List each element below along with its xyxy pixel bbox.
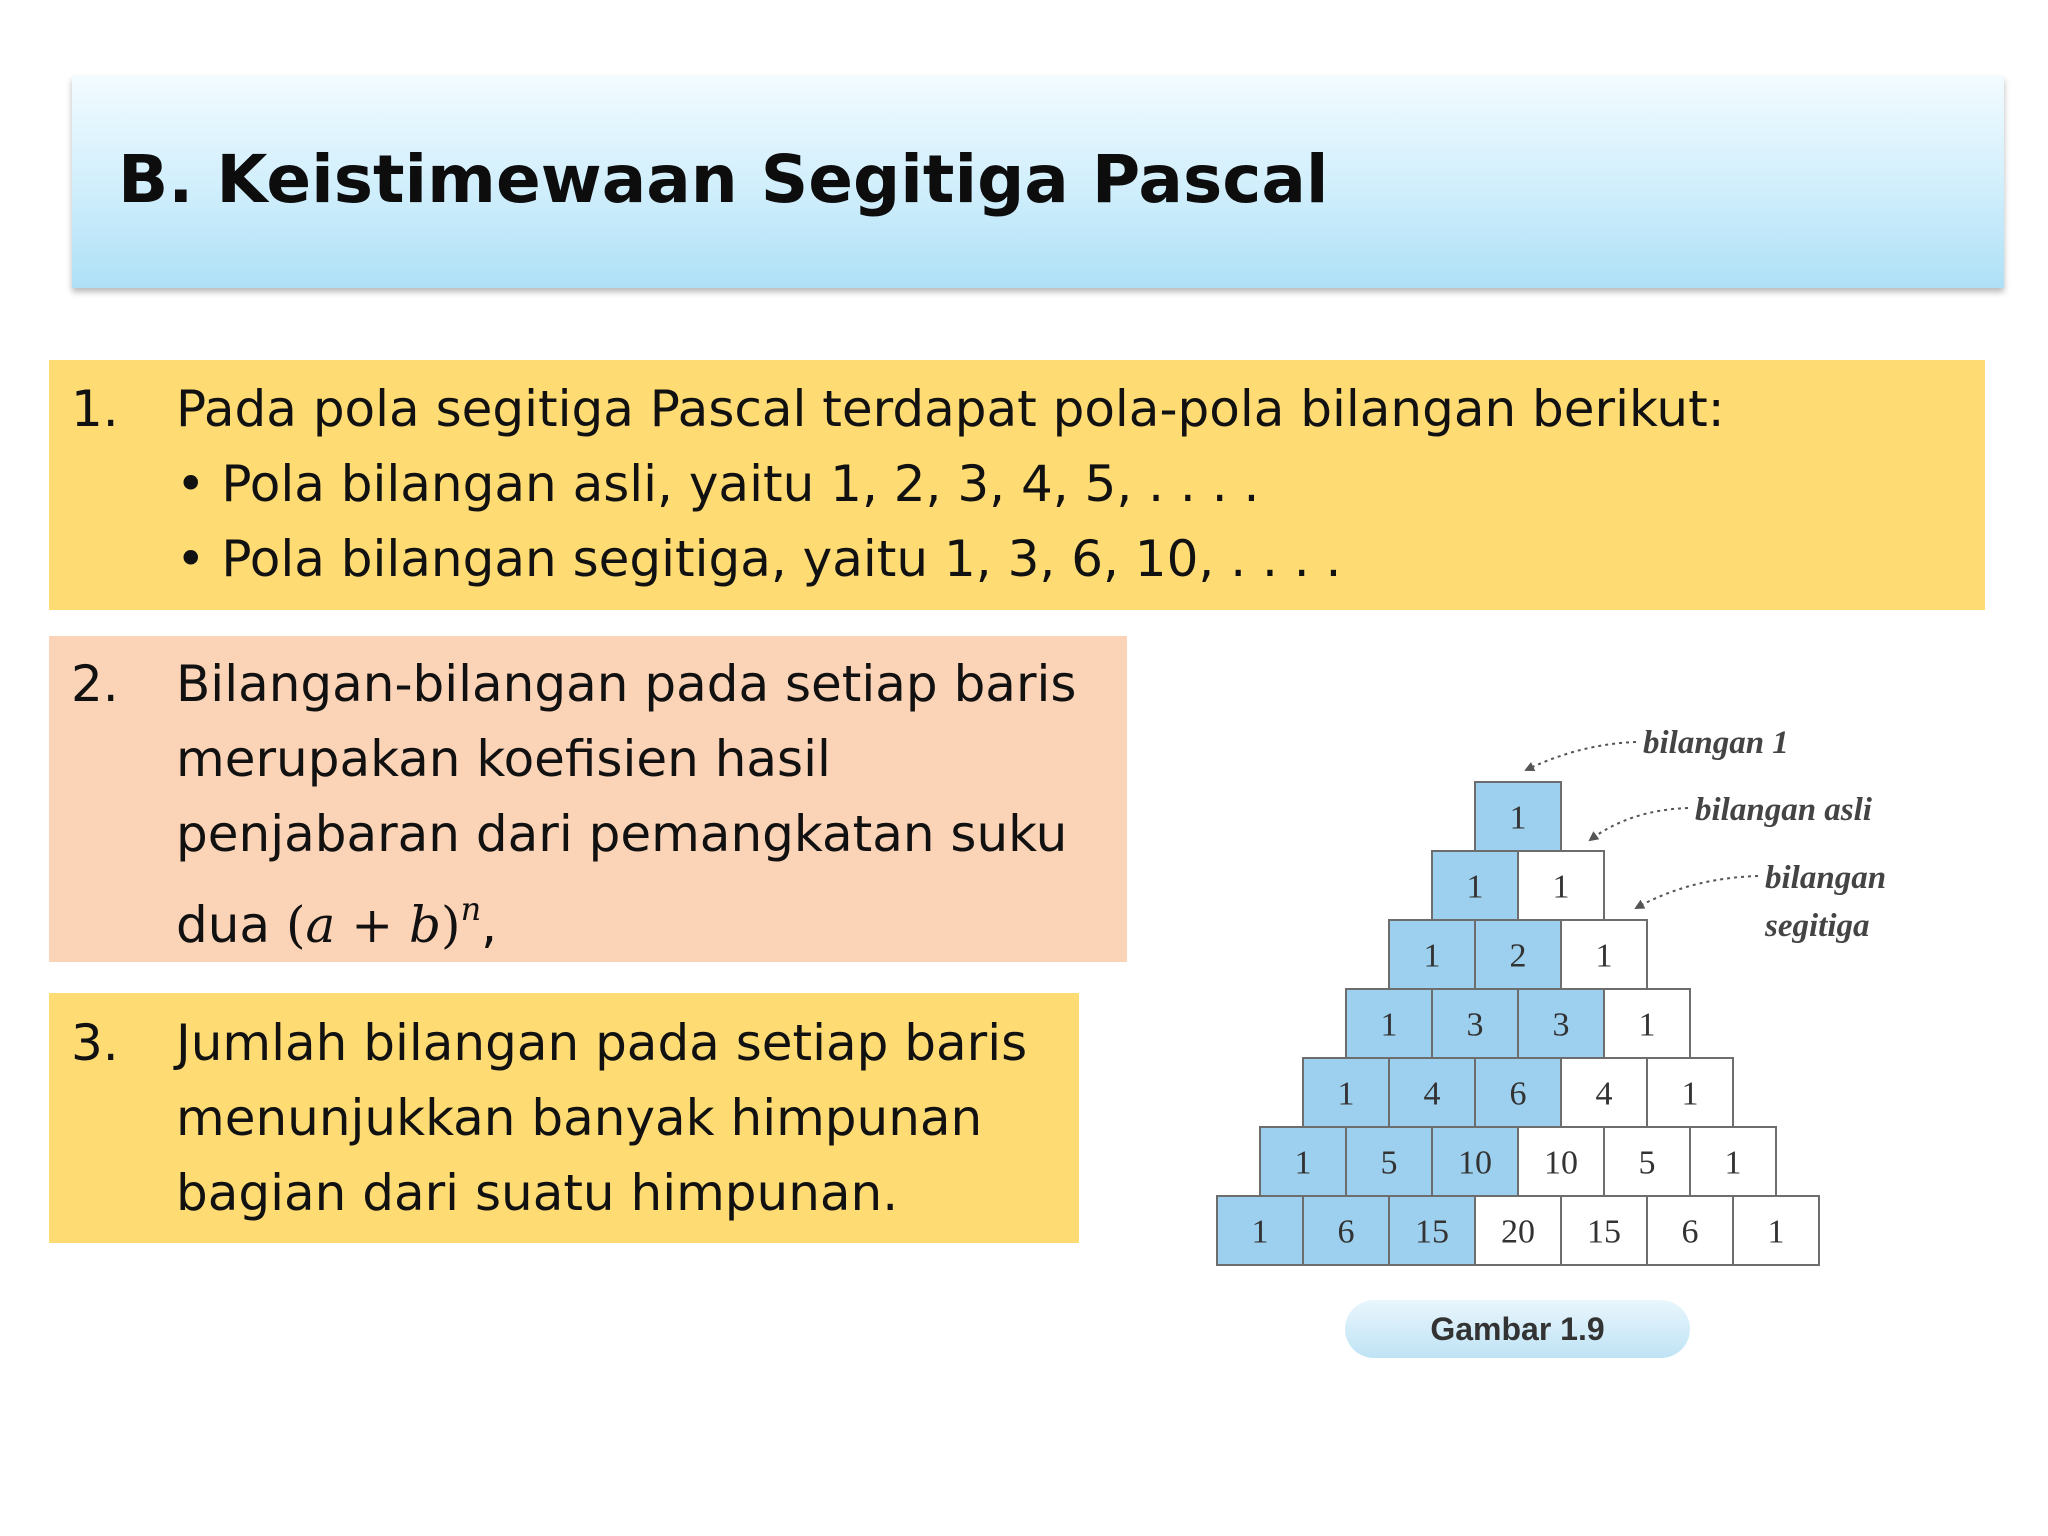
pascal-value-r5-c5: 1 [1724,1144,1742,1182]
pascal-value-r1-c1: 1 [1552,868,1570,906]
pascal-value-r1-c0: 1 [1466,868,1484,906]
pascal-value-r3-c2: 3 [1552,1006,1570,1044]
point-3-box [49,993,1079,1243]
point-1-number: 1. [71,380,119,438]
pascal-value-r5-c3: 10 [1544,1144,1578,1182]
pascal-triangle-figure [1200,700,1960,1380]
pascal-value-r2-c2: 1 [1595,937,1613,975]
pascal-value-r6-c5: 6 [1681,1213,1699,1251]
point-2-number: 2. [71,655,119,713]
math-exponent: n [460,890,482,928]
pascal-value-r5-c1: 5 [1380,1144,1398,1182]
pascal-value-r4-c3: 4 [1595,1075,1613,1113]
pascal-value-r3-c0: 1 [1380,1006,1398,1044]
pascal-value-r6-c4: 15 [1587,1213,1621,1251]
pascal-value-r5-c4: 5 [1638,1144,1656,1182]
pascal-value-r5-c2: 10 [1458,1144,1492,1182]
pascal-value-r4-c0: 1 [1337,1075,1355,1113]
point-2-line-2: merupakan koefisien hasil [176,730,831,788]
point-2-line-4-text: dua [176,896,271,954]
annotation-bilangan-segitiga-line-2: segitiga [1765,908,1870,944]
annotation-bilangan-1: bilangan 1 [1643,725,1789,761]
pascal-value-r2-c0: 1 [1423,937,1441,975]
pascal-value-r4-c1: 4 [1423,1075,1441,1113]
point-2-line-4 [176,872,497,963]
annotation-bilangan-asli: bilangan asli [1695,792,1872,828]
point-2-box [49,636,1127,962]
point-1-line-2: • Pola bilangan asli, yaitu 1, 2, 3, 4, 5, . . . . [176,455,1260,513]
pascal-value-r6-c6: 1 [1767,1213,1785,1251]
pascal-value-r3-c1: 3 [1466,1006,1484,1044]
point-3-line-1: Jumlah bilangan pada setiap baris [176,1014,1028,1072]
title-bar [72,76,2004,288]
point-1-line-3: • Pola bilangan segitiga, yaitu 1, 3, 6, 10, . . . . [176,530,1342,588]
point-2-line-1: Bilangan-bilangan pada setiap baris [176,655,1077,713]
annotation-bilangan-segitiga-line-1: bilangan [1765,860,1887,896]
math-b: b [409,896,442,954]
figure-caption-pill [1345,1300,1690,1358]
point-1-line-1: Pada pola segitiga Pascal terdapat pola-pola bilangan berikut: [176,380,1725,438]
math-a: a [305,896,336,954]
pascal-value-r4-c2: 6 [1509,1075,1527,1113]
pascal-value-r6-c1: 6 [1337,1213,1355,1251]
point-3-number: 3. [71,1014,119,1072]
pascal-value-r4-c4: 1 [1681,1075,1699,1113]
pascal-value-r2-c1: 2 [1509,937,1527,975]
annotation-arrow-bilangan-asli [1590,808,1688,840]
point-3-line-2: menunjukkan banyak himpunan [176,1089,983,1147]
math-plus: + [351,896,394,954]
point-1-box [49,360,1985,610]
point-3-line-3: bagian dari suatu himpunan. [176,1164,899,1222]
annotation-arrow-bilangan-1 [1526,742,1636,770]
annotation-arrow-bilangan-segitiga [1636,876,1758,908]
pascal-value-r3-c3: 1 [1638,1006,1656,1044]
pascal-value-r6-c3: 20 [1501,1213,1535,1251]
math-trail: , [481,896,498,954]
figure-caption: Gambar 1.9 [1430,1311,1605,1347]
math-close-paren: ) [441,896,461,954]
page-title: B. Keistimewaan Segitiga Pascal [118,141,1329,218]
pascal-value-r0-c0: 1 [1509,799,1527,837]
pascal-value-r6-c0: 1 [1251,1213,1269,1251]
pascal-value-r5-c0: 1 [1294,1144,1312,1182]
pascal-value-r6-c2: 15 [1415,1213,1449,1251]
point-2-line-3: penjabaran dari pemangkatan suku [176,805,1068,863]
math-open-paren: ( [285,896,306,954]
